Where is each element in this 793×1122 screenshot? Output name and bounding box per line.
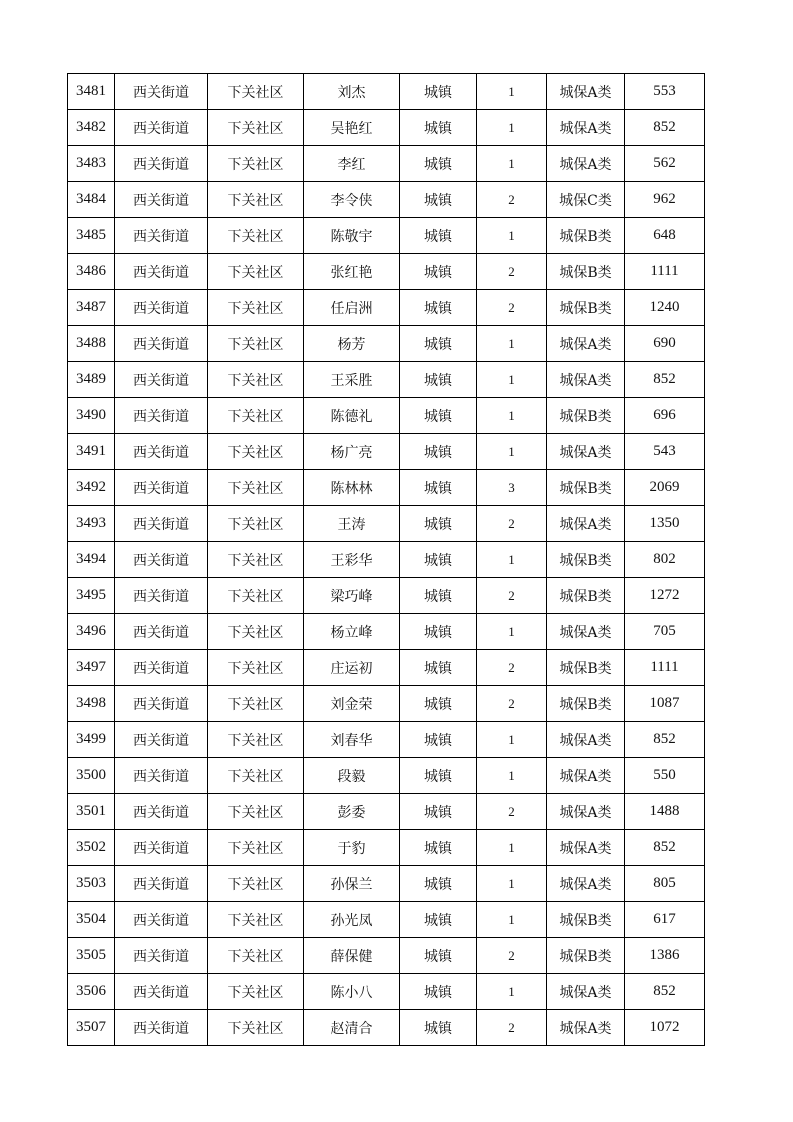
category-cell: 城保A类	[547, 326, 625, 362]
street-cell: 西关街道	[115, 470, 208, 506]
street-cell: 西关街道	[115, 938, 208, 974]
area-type-cell: 城镇	[400, 686, 477, 722]
category-cell: 城保B类	[547, 650, 625, 686]
community-cell: 下关社区	[208, 218, 304, 254]
table-row	[68, 794, 705, 830]
name-cell: 彭委	[304, 794, 400, 830]
amount-cell: 1087	[625, 686, 705, 722]
amount-cell: 562	[625, 146, 705, 182]
community-cell: 下关社区	[208, 866, 304, 902]
table-row	[68, 470, 705, 506]
household-count-cell: 2	[477, 686, 547, 722]
amount-cell: 705	[625, 614, 705, 650]
table-row	[68, 974, 705, 1010]
name-cell: 张红艳	[304, 254, 400, 290]
name-cell: 任启洲	[304, 290, 400, 326]
amount-cell: 550	[625, 758, 705, 794]
row-number-cell: 3506	[68, 974, 115, 1010]
row-number-cell: 3489	[68, 362, 115, 398]
area-type-cell: 城镇	[400, 938, 477, 974]
household-count-cell: 1	[477, 434, 547, 470]
community-cell: 下关社区	[208, 398, 304, 434]
row-number-cell: 3496	[68, 614, 115, 650]
category-cell: 城保B类	[547, 218, 625, 254]
category-cell: 城保B类	[547, 542, 625, 578]
amount-cell: 553	[625, 74, 705, 110]
household-count-cell: 1	[477, 110, 547, 146]
row-number-cell: 3484	[68, 182, 115, 218]
area-type-cell: 城镇	[400, 290, 477, 326]
area-type-cell: 城镇	[400, 758, 477, 794]
street-cell: 西关街道	[115, 614, 208, 650]
row-number-cell: 3483	[68, 146, 115, 182]
table-row	[68, 830, 705, 866]
area-type-cell: 城镇	[400, 74, 477, 110]
category-cell: 城保A类	[547, 830, 625, 866]
street-cell: 西关街道	[115, 722, 208, 758]
household-count-cell: 2	[477, 506, 547, 542]
area-type-cell: 城镇	[400, 434, 477, 470]
row-number-cell: 3497	[68, 650, 115, 686]
street-cell: 西关街道	[115, 290, 208, 326]
community-cell: 下关社区	[208, 974, 304, 1010]
household-count-cell: 1	[477, 830, 547, 866]
household-count-cell: 1	[477, 326, 547, 362]
category-cell: 城保A类	[547, 74, 625, 110]
table-row	[68, 650, 705, 686]
category-cell: 城保B类	[547, 578, 625, 614]
name-cell: 陈小八	[304, 974, 400, 1010]
table-row	[68, 614, 705, 650]
community-cell: 下关社区	[208, 830, 304, 866]
name-cell: 孙保兰	[304, 866, 400, 902]
name-cell: 梁巧峰	[304, 578, 400, 614]
community-cell: 下关社区	[208, 470, 304, 506]
community-cell: 下关社区	[208, 578, 304, 614]
street-cell: 西关街道	[115, 326, 208, 362]
category-cell: 城保A类	[547, 722, 625, 758]
community-cell: 下关社区	[208, 938, 304, 974]
area-type-cell: 城镇	[400, 218, 477, 254]
row-number-cell: 3488	[68, 326, 115, 362]
category-cell: 城保A类	[547, 1010, 625, 1046]
household-count-cell: 1	[477, 542, 547, 578]
category-cell: 城保A类	[547, 974, 625, 1010]
community-cell: 下关社区	[208, 506, 304, 542]
household-count-cell: 2	[477, 182, 547, 218]
area-type-cell: 城镇	[400, 650, 477, 686]
row-number-cell: 3502	[68, 830, 115, 866]
table-row	[68, 506, 705, 542]
name-cell: 于豹	[304, 830, 400, 866]
name-cell: 王彩华	[304, 542, 400, 578]
amount-cell: 690	[625, 326, 705, 362]
community-cell: 下关社区	[208, 1010, 304, 1046]
area-type-cell: 城镇	[400, 254, 477, 290]
row-number-cell: 3494	[68, 542, 115, 578]
community-cell: 下关社区	[208, 650, 304, 686]
street-cell: 西关街道	[115, 758, 208, 794]
amount-cell: 1350	[625, 506, 705, 542]
row-number-cell: 3493	[68, 506, 115, 542]
table-row	[68, 902, 705, 938]
area-type-cell: 城镇	[400, 182, 477, 218]
household-count-cell: 1	[477, 758, 547, 794]
area-type-cell: 城镇	[400, 398, 477, 434]
area-type-cell: 城镇	[400, 146, 477, 182]
area-type-cell: 城镇	[400, 866, 477, 902]
street-cell: 西关街道	[115, 182, 208, 218]
row-number-cell: 3501	[68, 794, 115, 830]
street-cell: 西关街道	[115, 146, 208, 182]
category-cell: 城保B类	[547, 470, 625, 506]
amount-cell: 1111	[625, 650, 705, 686]
amount-cell: 852	[625, 722, 705, 758]
community-cell: 下关社区	[208, 182, 304, 218]
category-cell: 城保A类	[547, 434, 625, 470]
name-cell: 陈敬宇	[304, 218, 400, 254]
area-type-cell: 城镇	[400, 722, 477, 758]
household-count-cell: 2	[477, 1010, 547, 1046]
street-cell: 西关街道	[115, 686, 208, 722]
household-count-cell: 3	[477, 470, 547, 506]
street-cell: 西关街道	[115, 542, 208, 578]
community-cell: 下关社区	[208, 74, 304, 110]
street-cell: 西关街道	[115, 578, 208, 614]
area-type-cell: 城镇	[400, 362, 477, 398]
amount-cell: 805	[625, 866, 705, 902]
name-cell: 孙光凤	[304, 902, 400, 938]
amount-cell: 852	[625, 830, 705, 866]
household-count-cell: 1	[477, 722, 547, 758]
category-cell: 城保A类	[547, 866, 625, 902]
area-type-cell: 城镇	[400, 974, 477, 1010]
street-cell: 西关街道	[115, 506, 208, 542]
category-cell: 城保B类	[547, 398, 625, 434]
category-cell: 城保B类	[547, 902, 625, 938]
street-cell: 西关街道	[115, 1010, 208, 1046]
category-cell: 城保A类	[547, 146, 625, 182]
community-cell: 下关社区	[208, 902, 304, 938]
amount-cell: 696	[625, 398, 705, 434]
household-count-cell: 1	[477, 146, 547, 182]
community-cell: 下关社区	[208, 758, 304, 794]
street-cell: 西关街道	[115, 254, 208, 290]
table-row	[68, 434, 705, 470]
community-cell: 下关社区	[208, 542, 304, 578]
amount-cell: 1072	[625, 1010, 705, 1046]
household-count-cell: 1	[477, 902, 547, 938]
street-cell: 西关街道	[115, 110, 208, 146]
amount-cell: 2069	[625, 470, 705, 506]
category-cell: 城保A类	[547, 110, 625, 146]
row-number-cell: 3503	[68, 866, 115, 902]
amount-cell: 543	[625, 434, 705, 470]
community-cell: 下关社区	[208, 110, 304, 146]
row-number-cell: 3500	[68, 758, 115, 794]
area-type-cell: 城镇	[400, 614, 477, 650]
name-cell: 吴艳红	[304, 110, 400, 146]
category-cell: 城保A类	[547, 758, 625, 794]
row-number-cell: 3485	[68, 218, 115, 254]
name-cell: 李令侠	[304, 182, 400, 218]
name-cell: 杨立峰	[304, 614, 400, 650]
amount-cell: 852	[625, 110, 705, 146]
street-cell: 西关街道	[115, 794, 208, 830]
table-row	[68, 254, 705, 290]
table-row	[68, 110, 705, 146]
amount-cell: 648	[625, 218, 705, 254]
household-count-cell: 2	[477, 290, 547, 326]
table-row	[68, 542, 705, 578]
street-cell: 西关街道	[115, 650, 208, 686]
amount-cell: 1272	[625, 578, 705, 614]
name-cell: 刘春华	[304, 722, 400, 758]
street-cell: 西关街道	[115, 434, 208, 470]
area-type-cell: 城镇	[400, 470, 477, 506]
row-number-cell: 3499	[68, 722, 115, 758]
row-number-cell: 3491	[68, 434, 115, 470]
row-number-cell: 3486	[68, 254, 115, 290]
amount-cell: 852	[625, 362, 705, 398]
table-row	[68, 866, 705, 902]
area-type-cell: 城镇	[400, 542, 477, 578]
row-number-cell: 3507	[68, 1010, 115, 1046]
data-table	[67, 73, 705, 1046]
row-number-cell: 3481	[68, 74, 115, 110]
community-cell: 下关社区	[208, 686, 304, 722]
area-type-cell: 城镇	[400, 506, 477, 542]
area-type-cell: 城镇	[400, 902, 477, 938]
row-number-cell: 3490	[68, 398, 115, 434]
category-cell: 城保C类	[547, 182, 625, 218]
table-row	[68, 146, 705, 182]
row-number-cell: 3492	[68, 470, 115, 506]
category-cell: 城保B类	[547, 254, 625, 290]
table-row	[68, 398, 705, 434]
table-row	[68, 758, 705, 794]
street-cell: 西关街道	[115, 830, 208, 866]
name-cell: 杨芳	[304, 326, 400, 362]
amount-cell: 852	[625, 974, 705, 1010]
community-cell: 下关社区	[208, 290, 304, 326]
community-cell: 下关社区	[208, 434, 304, 470]
name-cell: 庄运初	[304, 650, 400, 686]
table-row	[68, 218, 705, 254]
row-number-cell: 3482	[68, 110, 115, 146]
household-count-cell: 2	[477, 650, 547, 686]
table-row	[68, 722, 705, 758]
street-cell: 西关街道	[115, 902, 208, 938]
category-cell: 城保A类	[547, 614, 625, 650]
community-cell: 下关社区	[208, 614, 304, 650]
category-cell: 城保A类	[547, 794, 625, 830]
community-cell: 下关社区	[208, 722, 304, 758]
household-count-cell: 1	[477, 218, 547, 254]
category-cell: 城保B类	[547, 938, 625, 974]
street-cell: 西关街道	[115, 398, 208, 434]
street-cell: 西关街道	[115, 866, 208, 902]
amount-cell: 1111	[625, 254, 705, 290]
street-cell: 西关街道	[115, 362, 208, 398]
row-number-cell: 3495	[68, 578, 115, 614]
area-type-cell: 城镇	[400, 326, 477, 362]
category-cell: 城保B类	[547, 290, 625, 326]
street-cell: 西关街道	[115, 974, 208, 1010]
community-cell: 下关社区	[208, 326, 304, 362]
table-row	[68, 182, 705, 218]
category-cell: 城保A类	[547, 506, 625, 542]
area-type-cell: 城镇	[400, 110, 477, 146]
community-cell: 下关社区	[208, 146, 304, 182]
row-number-cell: 3487	[68, 290, 115, 326]
area-type-cell: 城镇	[400, 578, 477, 614]
household-count-cell: 1	[477, 362, 547, 398]
household-count-cell: 2	[477, 578, 547, 614]
name-cell: 王涛	[304, 506, 400, 542]
name-cell: 陈德礼	[304, 398, 400, 434]
amount-cell: 1386	[625, 938, 705, 974]
name-cell: 刘杰	[304, 74, 400, 110]
table-row	[68, 686, 705, 722]
table-row	[68, 362, 705, 398]
table-row	[68, 74, 705, 110]
amount-cell: 802	[625, 542, 705, 578]
row-number-cell: 3505	[68, 938, 115, 974]
table-row	[68, 938, 705, 974]
street-cell: 西关街道	[115, 74, 208, 110]
table-row	[68, 578, 705, 614]
row-number-cell: 3504	[68, 902, 115, 938]
household-count-cell: 2	[477, 254, 547, 290]
name-cell: 王采胜	[304, 362, 400, 398]
category-cell: 城保A类	[547, 362, 625, 398]
household-count-cell: 1	[477, 866, 547, 902]
table-row	[68, 290, 705, 326]
name-cell: 李红	[304, 146, 400, 182]
household-count-cell: 2	[477, 938, 547, 974]
table-body	[68, 74, 705, 1046]
category-cell: 城保B类	[547, 686, 625, 722]
household-count-cell: 1	[477, 74, 547, 110]
community-cell: 下关社区	[208, 794, 304, 830]
amount-cell: 1240	[625, 290, 705, 326]
name-cell: 杨广亮	[304, 434, 400, 470]
row-number-cell: 3498	[68, 686, 115, 722]
table-row	[68, 1010, 705, 1046]
name-cell: 段毅	[304, 758, 400, 794]
household-count-cell: 1	[477, 974, 547, 1010]
household-count-cell: 1	[477, 614, 547, 650]
area-type-cell: 城镇	[400, 794, 477, 830]
community-cell: 下关社区	[208, 362, 304, 398]
amount-cell: 962	[625, 182, 705, 218]
area-type-cell: 城镇	[400, 1010, 477, 1046]
street-cell: 西关街道	[115, 218, 208, 254]
amount-cell: 617	[625, 902, 705, 938]
household-count-cell: 2	[477, 794, 547, 830]
community-cell: 下关社区	[208, 254, 304, 290]
name-cell: 薛保健	[304, 938, 400, 974]
name-cell: 赵清合	[304, 1010, 400, 1046]
household-count-cell: 1	[477, 398, 547, 434]
name-cell: 陈林林	[304, 470, 400, 506]
name-cell: 刘金荣	[304, 686, 400, 722]
amount-cell: 1488	[625, 794, 705, 830]
area-type-cell: 城镇	[400, 830, 477, 866]
table-row	[68, 326, 705, 362]
